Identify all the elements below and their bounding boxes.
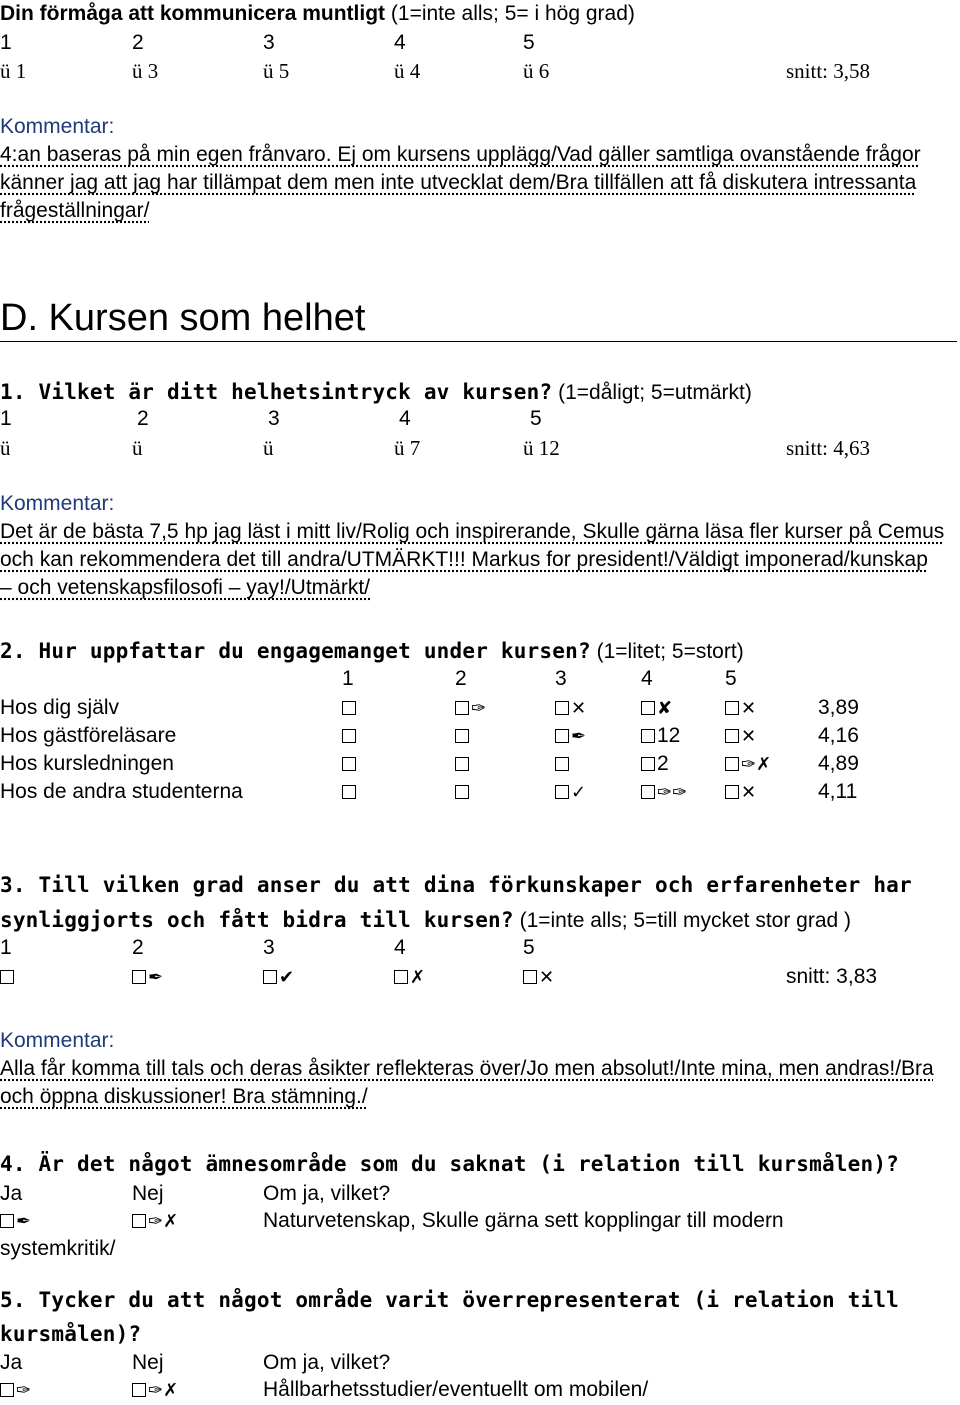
answer-count: ü bbox=[0, 436, 11, 460]
checkbox bbox=[555, 778, 586, 807]
scale-num: 5 bbox=[523, 936, 535, 959]
cell-mark: ✔ bbox=[279, 967, 295, 988]
checkbox-icon bbox=[132, 1214, 146, 1228]
checkbox bbox=[455, 694, 486, 723]
q4-title: 4. Är det något ämnesområde som du saknat (i relation till kursmålen)? bbox=[0, 1152, 900, 1176]
section-divider bbox=[0, 341, 957, 342]
cq-title: Din förmåga att kommunicera muntligt bbox=[0, 2, 386, 25]
checkbox bbox=[263, 963, 294, 992]
scale-num: 2 bbox=[132, 936, 144, 959]
checkbox-icon bbox=[342, 701, 356, 715]
q4-title-row bbox=[0, 1150, 899, 1178]
checkbox bbox=[455, 778, 471, 807]
scale-num: 2 bbox=[455, 667, 467, 690]
scale-num: 3 bbox=[263, 936, 275, 959]
checkbox bbox=[342, 750, 358, 779]
q3-scale: (1=inte alls; 5=till mycket stor grad ) bbox=[519, 909, 852, 932]
cell-mark: ✕ bbox=[539, 967, 555, 988]
q5-title: 5. Tycker du att något område varit överrepresenterat (i relation till bbox=[0, 1288, 900, 1312]
checkbox bbox=[342, 722, 358, 751]
cell-mark: ✓ bbox=[571, 782, 587, 803]
scale-num: 5 bbox=[523, 31, 535, 54]
q4-answer-cont: systemkritik/ bbox=[0, 1237, 116, 1260]
cell-mark: ✕ bbox=[741, 782, 757, 803]
checkbox bbox=[725, 722, 756, 751]
checkbox bbox=[455, 722, 471, 751]
scale-num: 4 bbox=[399, 407, 411, 430]
checkbox-icon bbox=[455, 757, 469, 771]
checkbox bbox=[394, 963, 425, 992]
scale-num: 3 bbox=[555, 667, 567, 690]
cell-mark: ✒ bbox=[16, 1211, 32, 1232]
checkbox bbox=[0, 1207, 31, 1236]
cell-mark: ✑✗ bbox=[148, 1380, 179, 1401]
checkbox-icon bbox=[0, 970, 14, 984]
q2-scale: (1=litet; 5=stort) bbox=[596, 640, 744, 663]
comment-body: Alla får komma till tals och deras åsikter reflekteras över/Jo men absolut!/Inte mina, men andras!/Bra och öppna diskussioner! Bra stämning./ bbox=[0, 1057, 934, 1108]
checkbox bbox=[641, 694, 672, 723]
q1-title-row bbox=[0, 378, 752, 406]
row-label: Hos gästföreläsare bbox=[0, 724, 177, 747]
checkbox bbox=[641, 778, 687, 807]
scale-num: 4 bbox=[394, 31, 406, 54]
q5-title-line2 bbox=[0, 1320, 141, 1348]
checkbox-icon bbox=[641, 701, 655, 715]
checkbox-icon bbox=[555, 757, 569, 771]
cell-mark: ✕ bbox=[741, 726, 757, 747]
checkbox bbox=[555, 722, 586, 751]
row-label: Hos dig själv bbox=[0, 696, 120, 719]
section-title: D. Kursen som helhet bbox=[0, 297, 366, 339]
q1-scale: (1=dåligt; 5=utmärkt) bbox=[558, 381, 752, 404]
cq-scale: (1=inte alls; 5= i hög grad) bbox=[390, 2, 635, 25]
checkbox bbox=[132, 1376, 178, 1405]
checkbox-icon bbox=[555, 701, 569, 715]
scale-num: 3 bbox=[268, 407, 280, 430]
checkbox-icon bbox=[523, 970, 537, 984]
checkbox-icon bbox=[342, 757, 356, 771]
scale-num: 1 bbox=[0, 31, 12, 54]
answer-count: ü 7 bbox=[394, 436, 421, 460]
scale-num: 4 bbox=[394, 936, 406, 959]
q3-title-line2 bbox=[0, 906, 851, 934]
average: snitt: 4,63 bbox=[786, 436, 871, 460]
checkbox bbox=[555, 694, 586, 723]
cell-mark: ✑✗ bbox=[148, 1211, 179, 1232]
checkbox-icon bbox=[455, 785, 469, 799]
row-average: 4,89 bbox=[818, 752, 859, 775]
scale-num: 2 bbox=[137, 407, 149, 430]
comment-text bbox=[0, 518, 945, 602]
answer-count: ü 4 bbox=[394, 59, 421, 83]
checkbox-icon bbox=[455, 729, 469, 743]
checkbox bbox=[725, 750, 771, 779]
q2-title-row bbox=[0, 637, 744, 665]
cq-title-row bbox=[0, 0, 635, 28]
q1-title: 1. Vilket är ditt helhetsintryck av kursen? bbox=[0, 380, 553, 404]
checkbox bbox=[0, 963, 16, 992]
checkbox bbox=[725, 694, 756, 723]
comment-body: 4:an baseras på min egen frånvaro. Ej om kursens upplägg/Vad gäller samtliga ovanstående frågor känner jag att jag har tillämpat dem men inte utvecklat dem/Bra tillfällen att få diskutera intressanta frågeställningar/ bbox=[0, 143, 921, 222]
cell-mark: ✑✗ bbox=[741, 754, 772, 775]
checkbox-icon bbox=[641, 729, 655, 743]
row-average: 4,16 bbox=[818, 724, 859, 747]
checkbox bbox=[523, 963, 554, 992]
average: snitt: 3,83 bbox=[786, 965, 878, 988]
scale-num: 1 bbox=[0, 936, 12, 959]
comment-text bbox=[0, 141, 945, 225]
answer-count: ü 3 bbox=[132, 59, 159, 83]
cell-mark: ✑ bbox=[471, 698, 487, 719]
checkbox-icon bbox=[725, 729, 739, 743]
cell-count: 2 bbox=[657, 752, 669, 775]
checkbox-icon bbox=[0, 1383, 14, 1397]
q2-title: 2. Hur uppfattar du engagemanget under kursen? bbox=[0, 639, 591, 663]
answer-count: ü bbox=[132, 436, 143, 460]
checkbox-icon bbox=[132, 970, 146, 984]
checkbox bbox=[342, 778, 358, 807]
answer-count: ü 5 bbox=[263, 59, 290, 83]
checkbox-icon bbox=[342, 729, 356, 743]
checkbox-icon bbox=[725, 701, 739, 715]
answer-count: ü 6 bbox=[523, 59, 550, 83]
comment-text bbox=[0, 1055, 945, 1111]
checkbox bbox=[132, 963, 163, 992]
checkbox bbox=[455, 750, 471, 779]
comment-body: Det är de bästa 7,5 hp jag läst i mitt liv/Rolig och inspirerande, Skulle gärna läsa fler kurser på Cemus och kan rekommendera det till andra/UTMÄRKT!!! Markus for president!/Väldigt imponerad/kunskap – och vetenskapsfilosofi – yay!/Utmärkt/ bbox=[0, 520, 945, 599]
q3-title: 3. Till vilken grad anser du att dina förkunskaper och erfarenheter har bbox=[0, 873, 912, 897]
comment-label: Kommentar: bbox=[0, 1029, 115, 1052]
answer-count: ü bbox=[263, 436, 274, 460]
checkbox bbox=[641, 722, 680, 750]
checkbox bbox=[555, 750, 571, 779]
cell-mark: ✒ bbox=[148, 967, 164, 988]
scale-num: 4 bbox=[641, 667, 653, 690]
row-label: Hos de andra studenterna bbox=[0, 780, 243, 803]
row-average: 3,89 bbox=[818, 696, 859, 719]
col-nej: Nej bbox=[132, 1182, 164, 1205]
checkbox bbox=[725, 778, 756, 807]
cell-mark: ✕ bbox=[741, 698, 757, 719]
checkbox-icon bbox=[394, 970, 408, 984]
answer-text: Hållbarhetsstudier/eventuellt om mobilen/ bbox=[263, 1378, 649, 1401]
cell-mark: ✒ bbox=[571, 726, 587, 747]
col-ja: Ja bbox=[0, 1351, 23, 1374]
checkbox-icon bbox=[263, 970, 277, 984]
cell-mark: ✗ bbox=[410, 967, 426, 988]
checkbox-icon bbox=[555, 729, 569, 743]
checkbox-icon bbox=[342, 785, 356, 799]
checkbox bbox=[342, 694, 358, 723]
cell-mark: ✘ bbox=[657, 698, 673, 719]
checkbox bbox=[641, 750, 669, 778]
checkbox bbox=[132, 1207, 178, 1236]
checkbox-icon bbox=[641, 757, 655, 771]
checkbox-icon bbox=[0, 1214, 14, 1228]
q5-title-cont: kursmålen)? bbox=[0, 1322, 142, 1346]
checkbox-icon bbox=[455, 701, 469, 715]
answer-count: ü 12 bbox=[523, 436, 560, 460]
scale-num: 1 bbox=[0, 407, 12, 430]
col-which: Om ja, vilket? bbox=[263, 1351, 391, 1374]
checkbox-icon bbox=[555, 785, 569, 799]
checkbox-icon bbox=[725, 785, 739, 799]
checkbox-icon bbox=[725, 757, 739, 771]
row-average: 4,11 bbox=[818, 780, 858, 803]
comment-label: Kommentar: bbox=[0, 492, 115, 515]
cell-mark: ✑✑ bbox=[657, 782, 688, 803]
cell-mark: ✑ bbox=[16, 1380, 32, 1401]
comment-label: Kommentar: bbox=[0, 115, 115, 138]
checkbox-icon bbox=[132, 1383, 146, 1397]
row-label: Hos kursledningen bbox=[0, 752, 174, 775]
cell-mark: ✕ bbox=[571, 698, 587, 719]
checkbox-icon bbox=[641, 785, 655, 799]
average: snitt: 3,58 bbox=[786, 59, 871, 83]
answer-count: ü 1 bbox=[0, 59, 27, 83]
scale-num: 5 bbox=[530, 407, 542, 430]
col-nej: Nej bbox=[132, 1351, 164, 1374]
checkbox bbox=[0, 1376, 31, 1405]
cell-count: 12 bbox=[657, 724, 681, 747]
scale-num: 3 bbox=[263, 31, 275, 54]
scale-num: 5 bbox=[725, 667, 737, 690]
q3-title-cont: synliggjorts och fått bidra till kursen? bbox=[0, 908, 514, 932]
scale-num: 1 bbox=[342, 667, 354, 690]
scale-num: 2 bbox=[132, 31, 144, 54]
q3-title-line1 bbox=[0, 871, 912, 899]
col-which: Om ja, vilket? bbox=[263, 1182, 391, 1205]
col-ja: Ja bbox=[0, 1182, 23, 1205]
answer-text: Naturvetenskap, Skulle gärna sett kopplingar till modern bbox=[263, 1209, 784, 1232]
q5-title-line1 bbox=[0, 1286, 899, 1314]
